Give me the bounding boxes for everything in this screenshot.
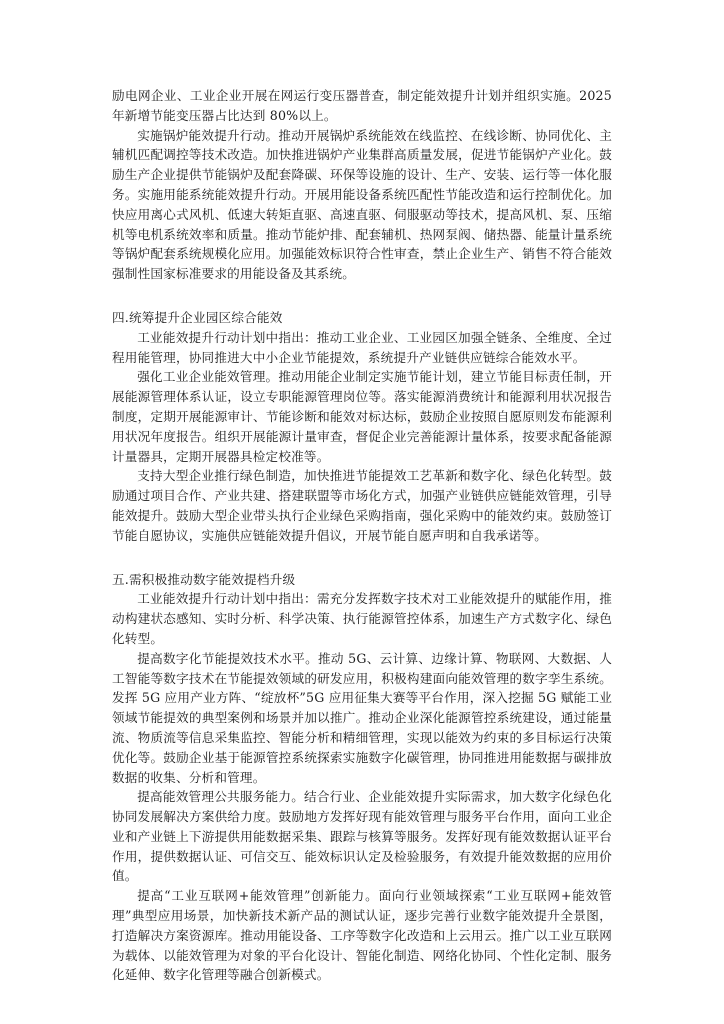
- paragraph-park-efficiency-intro: 工业能效提升行动计划中指出：推动工业企业、工业园区加强全链条、全维度、全过程用能管理，协同推进大中小企业节能提效，系统提升产业链供应链综合能效水平。: [112, 329, 612, 365]
- paragraph-industrial-internet: 提高“工业互联网+能效管理”创新能力。面向行业领域探索“工业互联网+能效管理”典型应用场景，加快新技术新产品的测试认证，逐步完善行业数字能效提升全景图，打造解决方案资源库。推动用能设备、工序等数字化改造和上云用云。推广以工业互联网为载体、以能效管理为对象的平台化设计、智能化制造、网络化协同、个性化定制、服务化延伸、数字化管理等融合创新模式。: [112, 888, 612, 983]
- paragraph-public-service: 提高能效管理公共服务能力。结合行业、企业能效提升实际需求，加大数字化绿色化协同发展解决方案供给力度。鼓励地方发挥好现有能效管理与服务平台作用，面向工业企业和产业链上下游提供用能数据采集、跟踪与核算等服务。发挥好现有能效数据认证平台作用，提供数据认证、可信交互、能效标识认定及检验服务，有效提升能效数据的应用价值。: [112, 789, 612, 884]
- paragraph-digital-technology: 提高数字化节能提效技术水平。推动 5G、云计算、边缘计算、物联网、大数据、人工智能等数字技术在节能提效领域的研发应用，积极构建面向能效管理的数字孪生系统。发挥 5G 应用产业方阵、“绽放杯”5G 应用征集大赛等平台作用，深入挖掘 5G 赋能工业领域节能提效的典型案例和场景并加以推广。推动企业深化能源管控系统建设，通过能量流、物质流等信息采集监控、智能分析和精细管理，实现以能效为约束的多目标运行决策优化等。鼓励企业基于能源管控系统探索实施数字化碳管理，协同推进用能数据与碳排放数据的收集、分析和管理。: [112, 650, 612, 785]
- section-gap: [112, 284, 612, 296]
- section-heading-4: 四.统筹提升企业园区综合能效: [112, 309, 283, 325]
- paragraph-transformer-continuation: 励电网企业、工业企业开展在网运行变压器普查，制定能效提升计划并组织实施。2025 年新增节能变压器占比达到 80%以上。: [112, 88, 612, 123]
- paragraph-digital-efficiency-intro: 工业能效提升行动计划中指出：需充分发挥数字技术对工业能效提升的赋能作用，推动构建状态感知、实时分析、科学决策、执行能源管控体系，加速生产方式数字化、绿色化转型。: [112, 591, 612, 646]
- paragraph-green-manufacturing: 支持大型企业推行绿色制造，加快推进节能提效工艺革新和数字化、绿色化转型。鼓励通过项目合作、产业共建、搭建联盟等市场化方式，加强产业链供应链能效管理，引导能效提升。鼓励大型企业带头执行企业绿色采购指南，强化采购中的能效约束。鼓励签订节能自愿协议，实施供应链能效提升倡议，开展节能自愿声明和自我承诺等。: [112, 468, 612, 543]
- paragraph-boiler-efficiency: 实施锅炉能效提升行动。推动开展锅炉系统能效在线监控、在线诊断、协同优化、主辅机匹配调控等技术改造。加快推进锅炉产业集群高质量发展，促进节能锅炉产业化。鼓励生产企业提供节能锅炉及配套降碳、环保等设施的设计、生产、安装、运行等一体化服务。实施用能系统能效提升行动。开展用能设备系统匹配性节能改造和运行控制优化。加快应用离心式风机、低速大转矩直驱、高速直驱、伺服驱动等技术，提高风机、泵、压缩机等电机系统效率和质量。推动节能炉排、配套辅机、热网泵阀、储热器、能量计量系统等锅炉配套系统规模化应用。加强能效标识符合性审查，禁止企业生产、销售不符合能效强制性国家标准要求的用能设备及其系统。: [112, 127, 612, 282]
- section-heading-5: 五.需积极推动数字能效提档升级: [112, 571, 296, 587]
- paragraph-enterprise-management: 强化工业企业能效管理。推动用能企业制定实施节能计划，建立节能目标责任制，开展能源管理体系认证，设立专职能源管理岗位等。落实能源消费统计和能源利用状况报告制度，定期开展能源审计、节能诊断和能效对标达标，鼓励企业按照自愿原则发布能源利用状况年度报告。组织开展能源计量审查，督促企业完善能源计量体系，按要求配备能源计量器具，定期开展器具检定校准等。: [112, 369, 612, 464]
- section-gap: [112, 546, 612, 558]
- document-page: [112, 86, 612, 985]
